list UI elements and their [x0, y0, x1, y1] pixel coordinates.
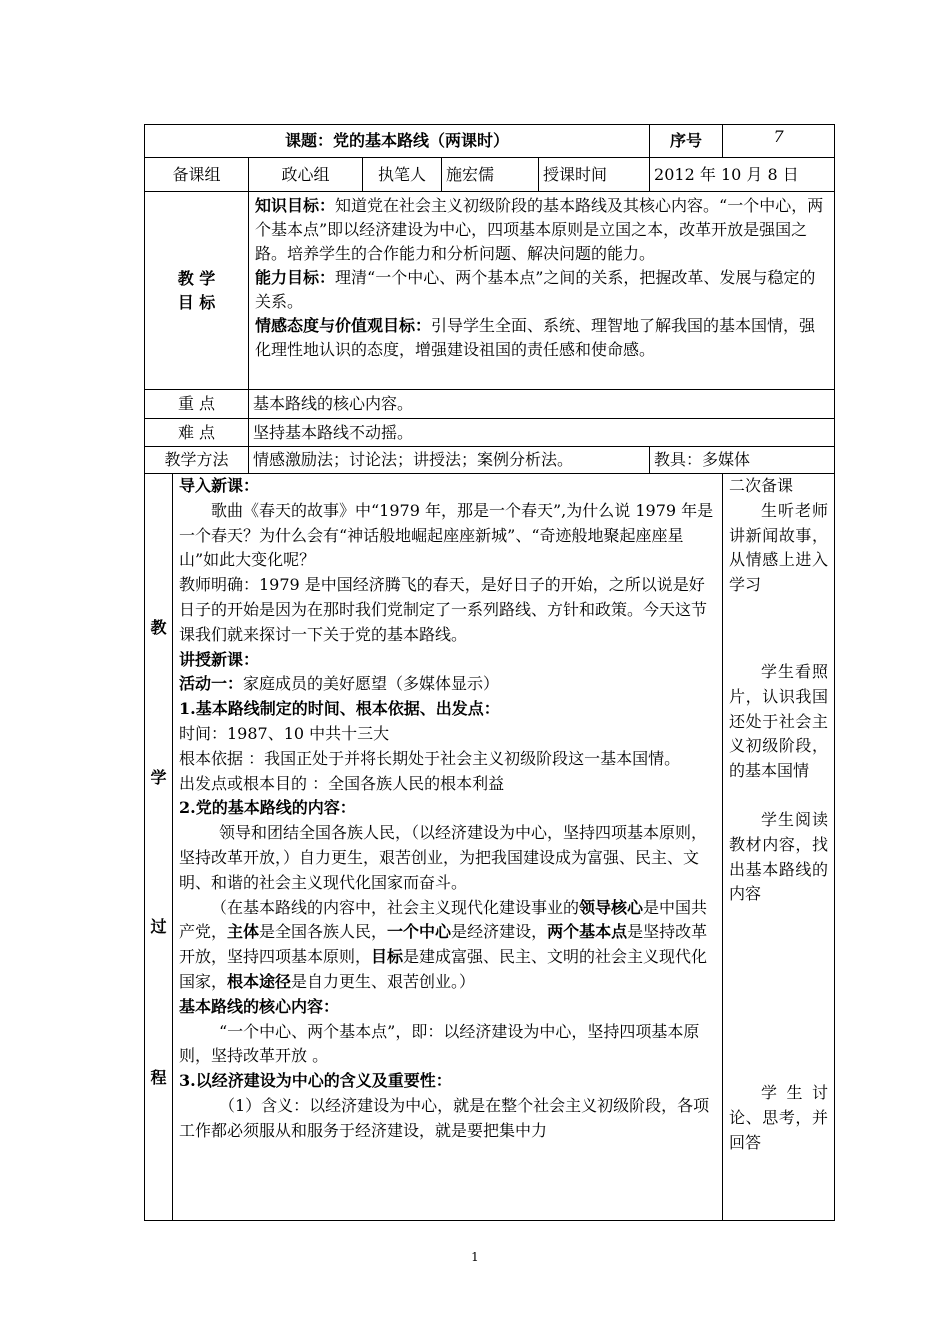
side-notes-title: 二次备课: [729, 476, 794, 495]
emotion-goal: [255, 314, 828, 362]
seq-label: 序号: [650, 125, 723, 158]
intro-paragraph-2: 教师明确：1979 是中国经济腾飞的春天，是好日子的开始，之所以说是好日子的开始是因为在那时我们党制定了一系列路线、方针和政策。今天这节课我们就来探讨一下关于党的基本路线。: [179, 575, 708, 644]
intro-title: 导入新课：: [179, 476, 260, 495]
activity-1-text: 家庭成员的美好愿望（多媒体显示）: [243, 674, 500, 694]
section-2-paragraph-2: [179, 896, 716, 995]
title-row: [145, 125, 835, 158]
ability-goal-text: 理清“一个中心、两个基本点”之间的关系，把握改革、发展与稳定的关系。: [255, 268, 816, 311]
sec2-text-m: 是自力更生、艰苦创业。）: [291, 971, 476, 991]
section-2-paragraph-1: 领导和团结全国各族人民，（以经济建设为中心，坚持四项基本原则，坚持改革开放，）自力更生，艰苦创业，为把我国建设成为富强、民主、文明、和谐的社会主义现代化国家而奋斗。: [179, 823, 708, 892]
info-row: [145, 158, 835, 192]
key-point-label: 重 点: [145, 390, 249, 419]
difficult-point-value: 坚持基本路线不动摇。: [249, 419, 835, 447]
knowledge-goal-text: 知道党在社会主义初级阶段的基本路线及其核心内容。“一个中心，两个基本点”即以经济建设为中心，四项基本原则是立国之本，改革开放是强国之路。培养学生的合作能力和分析问题、解决问题的能力。: [255, 196, 824, 263]
sec2-text-g: 是经济建设，: [451, 922, 548, 942]
sec2-text-k: 是建成富强、民主、文明的社会主义现代化国家，: [179, 947, 708, 991]
side-note-3: 学生阅读教材内容，找出基本路线的内容: [729, 809, 829, 904]
group-label: 备课组: [145, 158, 249, 192]
lesson-title: 课题：党的基本路线（两课时）: [145, 125, 650, 158]
section-2-title: 2.党的基本路线的内容：: [179, 798, 356, 818]
emotion-goal-text: 引导学生全面、系统、理智地了解我国的基本国情，强化理性地认识的态度，增强建设祖国的责任感和使命感。: [255, 316, 816, 359]
method-value: 情感激励法；讨论法；讲授法；案例分析法。: [249, 447, 650, 474]
group-value: 政心组: [249, 158, 363, 192]
core-title: 基本路线的核心内容：: [179, 996, 340, 1016]
sec2-bold-path: 根本途径: [227, 971, 292, 991]
sec2-bold-points: 两个基本点: [547, 922, 628, 942]
goals-label: [145, 192, 249, 390]
activity-1: [179, 672, 716, 697]
teach-title: 讲授新课：: [179, 649, 260, 669]
section-3-paragraph-1: （1）含义：以经济建设为中心，就是在整个社会主义初级阶段，各项工作都必须服从和服务于经济建设，就是要把集中力: [179, 1095, 710, 1140]
activity-1-title: 活动一：: [179, 674, 244, 694]
process-label-box: [145, 474, 172, 1217]
sec2-bold-leader: 领导核心: [579, 897, 644, 917]
ability-goal-title: 能力目标：: [255, 268, 336, 287]
sec2-text-a: （在基本路线的内容中，社会主义现代化建设事业的: [211, 897, 580, 917]
ability-goal: [255, 266, 828, 314]
method-row: [145, 447, 835, 474]
process-label: [145, 474, 173, 1221]
side-notes: [723, 474, 835, 1221]
sec2-bold-center: 一个中心: [387, 922, 452, 942]
sec2-bold-goal: 目标: [371, 947, 404, 967]
knowledge-goal-title: 知识目标：: [255, 196, 336, 215]
sec2-bold-subject: 主体: [227, 922, 260, 942]
goals-row: [145, 192, 835, 390]
core-text: “一个中心、两个基本点”，即：以经济建设为中心，坚持四项基本原则，坚持改革开放 。: [179, 1021, 700, 1066]
goals-content: [249, 192, 835, 390]
goals-label-line2: 目 标: [177, 292, 216, 312]
process-label-char-1: 教: [150, 618, 167, 637]
section-3-title: 3.以经济建设为中心的含义及重要性：: [179, 1071, 452, 1091]
side-note-1: 生听老师讲新闻故事，从情感上进入学习: [729, 500, 829, 595]
seq-value: 7: [723, 125, 835, 158]
time-value: 2012 年 10 月 8 日: [650, 158, 835, 192]
section-1-title: 1.基本路线制定的时间、根本依据、出发点：: [179, 699, 500, 719]
goals-label-line1: 教 学: [177, 268, 216, 288]
intro-paragraph-1: 歌曲《春天的故事》中“1979 年，那是一个春天”,为什么说 1979 年是一个春天？为什么会有“神话般地崛起座座新城”、“奇迹般地聚起座座星山”如此大变化呢？: [179, 500, 714, 570]
section-1-time: 时间：1987、10 中共十三大: [179, 723, 390, 743]
key-point-value: 基本路线的核心内容。: [249, 390, 835, 419]
knowledge-goal: [255, 194, 828, 266]
process-label-char-4: 程: [150, 1068, 167, 1087]
process-label-char-3: 过: [150, 917, 167, 936]
side-note-4: 学生讨论、思考，并回答: [729, 1083, 829, 1152]
sec2-text-e: 是全国各族人民，: [259, 922, 388, 942]
author-value: 施宏儒: [442, 158, 539, 192]
emotion-goal-title: 情感态度与价值观目标：: [255, 316, 432, 335]
difficult-point-label: 难 点: [145, 419, 249, 447]
process-content: [173, 474, 723, 1221]
page-number: 1: [471, 1250, 479, 1264]
teaching-tools: 教具：多媒体: [650, 447, 835, 474]
section-1-start: 出发点或根本目的 ：全国各族人民的根本利益: [179, 773, 505, 793]
process-label-char-2: 学: [150, 768, 167, 787]
sec2-text-i: 是坚持改革开放，坚持四项基本原则，: [179, 922, 708, 967]
method-label: 教学方法: [145, 447, 249, 474]
key-point-row: [145, 390, 835, 419]
difficult-point-row: [145, 419, 835, 447]
sec2-text-c: 是中国共产党，: [179, 897, 708, 942]
author-label: 执笔人: [363, 158, 442, 192]
side-note-2: 学生看照片，认识我国还处于社会主义初级阶段，的基本国情: [729, 661, 829, 781]
time-label: 授课时间: [539, 158, 650, 192]
section-1-basis: 根本依据 ：我国正处于并将长期处于社会主义初级阶段这一基本国情。: [179, 748, 681, 768]
process-row: [145, 474, 835, 1221]
lesson-plan-table: [144, 124, 835, 1221]
